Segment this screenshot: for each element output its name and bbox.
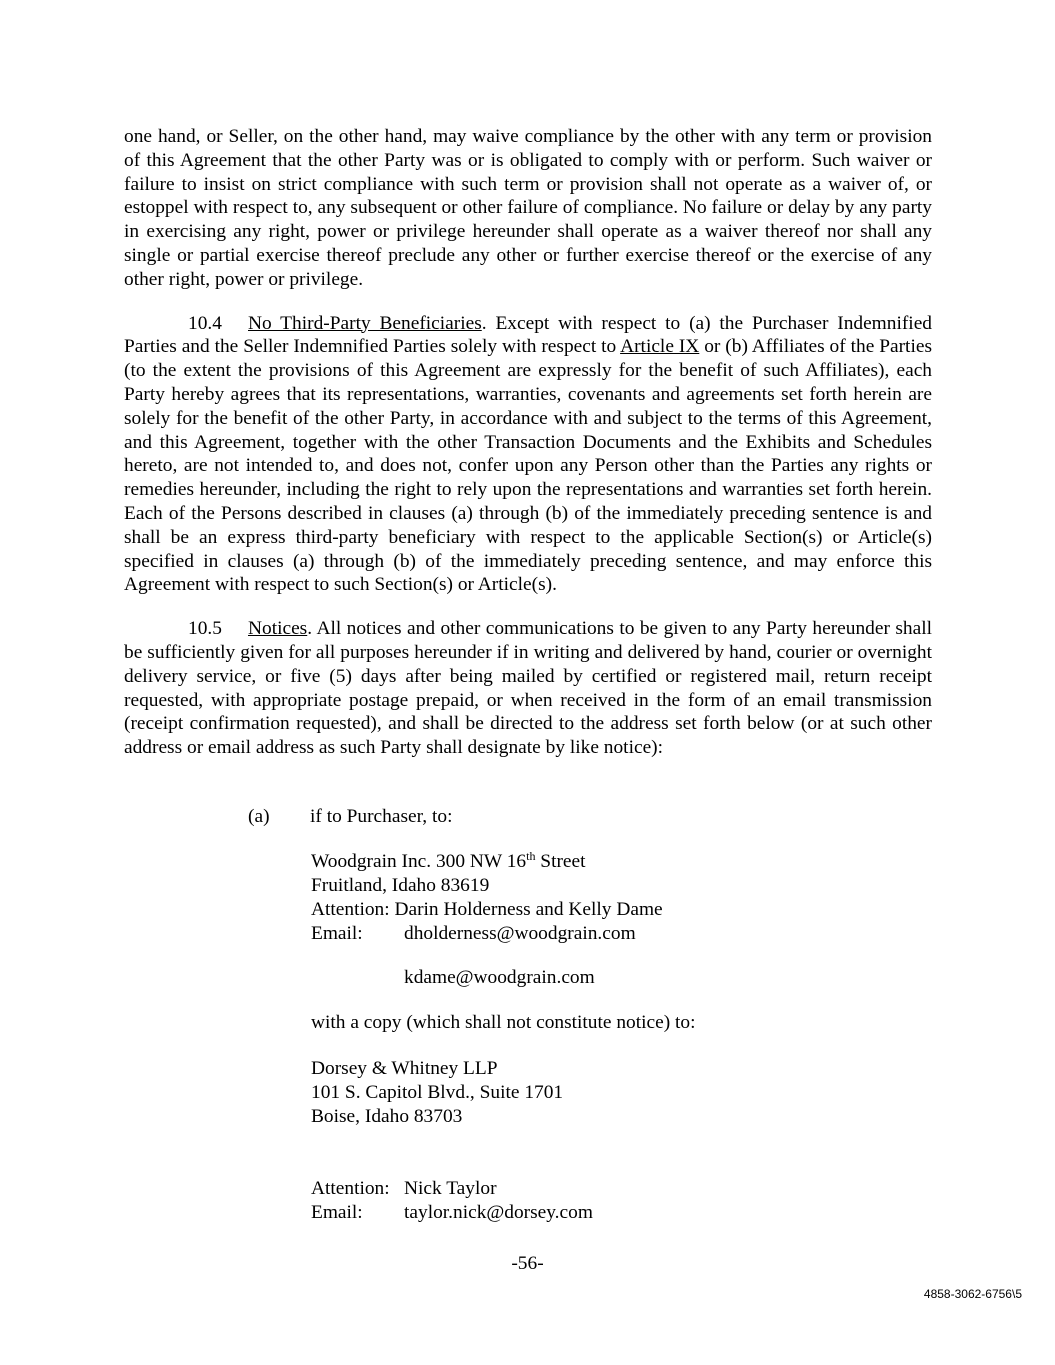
section-heading: No Third-Party Beneficiaries [248,312,482,334]
section-text: or (b) Affiliates of the Parties (to the extent the provisions of this Agreement are expressly for the benefit of such Affiliates), each Party hereby agrees that its representations, warranties, covenants and agreements set forth herein are solely for the benefit of the other Party, in accordance with and subject to the terms of this Agreement, and this Agreement, together with the other Transaction Documents and the Exhibits and Schedules hereto, are not intended to, and does not, confer upon any Person other than the Parties any rights or remedies hereunder, including the right to rely upon the representations and warranties set forth herein. Each of the Persons described in clauses (a) through (b) of the immediately preceding sentence is and shall be an express third-party beneficiary with respect to the applicable Section(s) or Article(s) specified in clauses (a) through (b) of the immediately preceding sentence, and may enforce this Agreement with respect to such Section(s) or Article(s). [124,336,932,596]
paragraph-continuation: one hand, or Seller, on the other hand, may waive compliance by the other with any term or provision of this Agreement that the other Party was or is obligated to comply with or perform. Such waiver or failure to insist on strict compliance with such term or provision shall not operate as a waiver of, or estoppel with respect to, any subsequent or other failure of compliance. No failure or delay by any party in exercising any right, power or privilege hereunder shall operate as a waiver thereof nor shall any single or partial exercise thereof preclude any other or further exercise thereof or the exercise of any other right, power or privilege. [124,126,932,290]
purchaser-city-line: Fruitland, Idaho 83619 [311,875,490,896]
notice-a-header [124,805,932,829]
document-body [124,125,932,760]
counsel-attention-line: Attention: Nick Taylor [311,1178,497,1199]
section-text: . Except with respect to (a) the Purchaser Indemnified Parties and the Seller Indemnified Parties solely with respect to [124,312,932,358]
purchaser-email-line: Email: dholderness@woodgrain.com [311,923,636,944]
article-reference: Article IX [620,336,700,358]
section-number: 10.5 [188,618,222,640]
section-10-5 [124,617,932,760]
document-id: 4858-3062-6756\5 [923,1287,1022,1301]
counsel-contact-block [311,1177,931,1225]
copy-notice-block [311,1011,931,1035]
purchaser-email-2: kdame@woodgrain.com [404,967,595,988]
counsel-address-block [311,1057,931,1129]
section-number: 10.4 [188,312,222,334]
clause-title: if to Purchaser, to: [310,806,453,827]
counsel-email-line: Email: taylor.nick@dorsey.com [311,1202,593,1223]
counsel-email: taylor.nick@dorsey.com [404,1202,593,1223]
section-text: . All notices and other communications to be given to any Party hereunder shall be sufficiently given for all purposes hereunder if in writing and delivered by hand, courier or overnight delivery service, or five (5) days after being mailed by certified or registered mail, return receipt requested, with appropriate postage prepaid, or when received in the form of an email transmission (receipt confirmation requested), and shall be directed to the address set forth below (or at such other address or email address as such Party shall designate by like notice): [124,618,932,759]
purchaser-email-1: dholderness@woodgrain.com [404,923,636,944]
clause-label: (a) [248,806,270,827]
purchaser-address-line: Woodgrain Inc. 300 NW 16th Street [311,849,586,872]
purchaser-email-2-block [404,966,924,990]
counsel-city: Boise, Idaho 83703 [311,1106,463,1127]
purchaser-address-block [311,850,931,946]
section-heading: Notices [248,618,308,640]
counsel-street: 101 S. Capitol Blvd., Suite 1701 [311,1082,564,1103]
page-number: -56- [511,1253,544,1274]
counsel-attention-name: Nick Taylor [404,1178,497,1199]
section-10-4 [124,312,932,598]
counsel-firm: Dorsey & Whitney LLP [311,1058,498,1079]
copy-notice-line: with a copy (which shall not constitute notice) to: [311,1012,696,1033]
purchaser-attention-line: Attention: Darin Holderness and Kelly Dame [311,899,663,920]
